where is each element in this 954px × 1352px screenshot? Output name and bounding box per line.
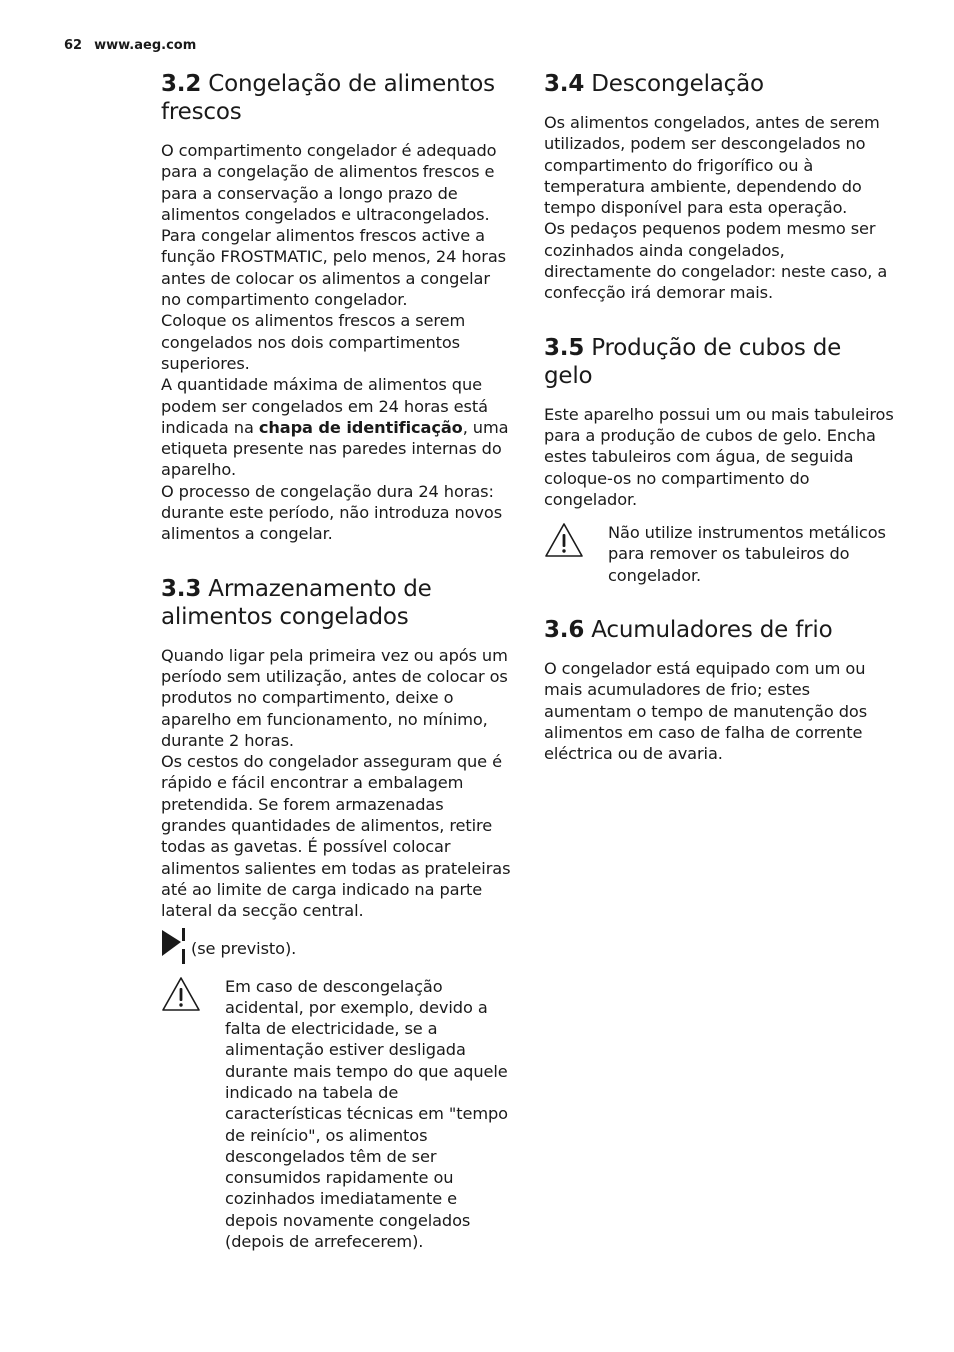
rating-plate-term: chapa de identificação <box>258 417 463 437</box>
right-column <box>544 70 896 795</box>
paragraph: O congelador está equipado com um ou mais acumuladores de frio; estes aumentam o tempo de manutenção dos alimentos em caso de falha de corrente eléctrica ou de avaria. <box>544 659 868 764</box>
paragraph: O compartimento congelador é adequado para a congelação de alimentos frescos e para a conservação a longo prazo de alimentos congelados e ultracongelados. <box>161 141 497 224</box>
paragraph: Para congelar alimentos frescos active a função FROSTMATIC, pelo menos, 24 horas antes de colocar os alimentos a congelar no compartimento congelador. <box>161 226 507 310</box>
page-number: 62 <box>64 38 83 53</box>
section-heading: 3.3 Armazenamento de alimentos congelados <box>161 575 432 630</box>
warning-text: Em caso de descongelação acidental, por exemplo, devido a falta de electricidade, se a alimentação estiver desligada durante mais tempo do que aquele indicado na tabela de características técnicas em "tempo de reinício", os alimentos descongelados têm de ser consumidos rapidamente ou cozinhados imediatamente e depois novamente congelados (depois de arrefecerem). <box>225 976 508 1252</box>
paragraph: Coloque os alimentos frescos a serem congelados nos dois compartimentos superiores. <box>161 311 466 373</box>
section-heading: 3.5 Produção de cubos de gelo <box>544 334 842 389</box>
section-heading: 3.2 Congelação de alimentos frescos <box>161 71 495 125</box>
site-url: www.aeg.com <box>94 38 197 53</box>
section-heading: 3.6 Acumuladores de frio <box>544 617 833 644</box>
page-header <box>64 38 196 53</box>
paragraph: Os pedaços pequenos podem mesmo ser cozinhados ainda congelados, directamente do congelador: neste caso, a confecção irá demorar mais. <box>544 219 888 303</box>
paragraph: A quantidade máxima de alimentos que podem ser congelados em 24 horas está indicada na chapa de identificação, uma etiqueta presente nas paredes internas do aparelho. <box>161 375 509 480</box>
section-3-3 <box>161 575 513 1253</box>
flag-icon <box>161 928 187 964</box>
warning-box <box>161 976 513 1253</box>
warning-triangle-icon <box>544 522 584 558</box>
paragraph: Este aparelho possui um ou mais tabuleiros para a produção de cubos de gelo. Encha estes tabuleiros com água, de seguida coloque-os no compartimento do congelador. <box>544 404 894 509</box>
left-column <box>161 70 513 1282</box>
section-3-4 <box>544 70 896 304</box>
section-3-2 <box>161 70 513 545</box>
warning-text: Não utilize instrumentos metálicos para remover os tabuleiros do congelador. <box>608 523 886 585</box>
paragraph: Os alimentos congelados, antes de serem utilizados, podem ser descongelados no compartimento do frigorífico ou à temperatura ambiente, dependendo do tempo disponível para esta operação. <box>544 113 880 218</box>
section-heading: 3.4 Descongelação <box>544 71 764 97</box>
warning-triangle-icon <box>161 976 201 1012</box>
section-3-5 <box>544 334 896 586</box>
paragraph: Quando ligar pela primeira vez ou após um período sem utilização, antes de colocar os produtos no compartimento, deixe o aparelho em funcionamento, no mínimo, durante 2 horas. <box>161 645 508 750</box>
section-3-6 <box>544 616 896 764</box>
optional-note <box>161 928 513 964</box>
warning-box <box>544 522 896 586</box>
paragraph: O processo de congelação dura 24 horas: durante este período, não introduza novos alimentos a congelar. <box>161 481 503 544</box>
note-text: (se previsto). <box>191 938 297 958</box>
paragraph: Os cestos do congelador asseguram que é rápido e fácil encontrar a embalagem pretendida. Se forem armazenadas grandes quantidades de alimentos, retire todas as gavetas. É possível colocar alimentos salientes em todas as prateleiras até ao limite de carga indicado na parte lateral da secção central. <box>161 752 511 921</box>
